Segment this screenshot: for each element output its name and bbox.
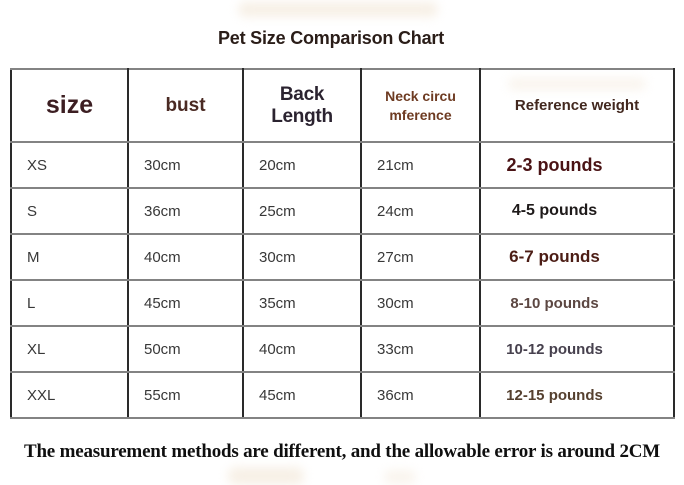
cell-size: M <box>11 234 128 280</box>
column-header-reference-weight: Reference weight <box>480 69 674 142</box>
cell-neck-circumference: 36cm <box>361 372 480 418</box>
cell-size: XXL <box>11 372 128 418</box>
table-row-m <box>11 234 674 280</box>
table-row-xl <box>11 326 674 372</box>
cell-size: XS <box>11 142 128 188</box>
cell-reference-weight: 6-7 pounds <box>480 234 674 280</box>
cell-bust: 45cm <box>128 280 243 326</box>
cell-reference-weight: 8-10 pounds <box>480 280 674 326</box>
cell-bust: 55cm <box>128 372 243 418</box>
cell-reference-weight: 10-12 pounds <box>480 326 674 372</box>
background-smudge <box>228 467 304 485</box>
cell-back-length: 25cm <box>243 188 361 234</box>
cell-bust: 30cm <box>128 142 243 188</box>
column-header-back-length: Back Length <box>243 69 361 142</box>
column-header-bust: bust <box>128 69 243 142</box>
header-row <box>11 69 674 142</box>
background-smudge <box>238 2 438 17</box>
pet-size-table <box>10 68 675 419</box>
cell-reference-weight: 12-15 pounds <box>480 372 674 418</box>
cell-back-length: 35cm <box>243 280 361 326</box>
cell-size: XL <box>11 326 128 372</box>
column-header-neck-circumference: Neck circu mference <box>361 69 480 142</box>
cell-neck-circumference: 27cm <box>361 234 480 280</box>
cell-neck-circumference: 24cm <box>361 188 480 234</box>
cell-reference-weight: 2-3 pounds <box>480 142 674 188</box>
cell-neck-circumference: 30cm <box>361 280 480 326</box>
page-title: Pet Size Comparison Chart <box>217 28 445 48</box>
cell-reference-weight: 4-5 pounds <box>480 188 674 234</box>
cell-back-length: 40cm <box>243 326 361 372</box>
cell-size: L <box>11 280 128 326</box>
table-row-xxl <box>11 372 674 418</box>
cell-neck-circumference: 33cm <box>361 326 480 372</box>
cell-bust: 40cm <box>128 234 243 280</box>
background-smudge <box>384 470 416 484</box>
cell-neck-circumference: 21cm <box>361 142 480 188</box>
cell-back-length: 30cm <box>243 234 361 280</box>
cell-back-length: 20cm <box>243 142 361 188</box>
cell-size: S <box>11 188 128 234</box>
table-row-l <box>11 280 674 326</box>
column-header-size: size <box>11 69 128 142</box>
table-row-xs <box>11 142 674 188</box>
cell-back-length: 45cm <box>243 372 361 418</box>
footnote-text: The measurement methods are different, and the allowable error is around 2CM <box>23 441 661 462</box>
cell-bust: 36cm <box>128 188 243 234</box>
table-row-s <box>11 188 674 234</box>
cell-bust: 50cm <box>128 326 243 372</box>
